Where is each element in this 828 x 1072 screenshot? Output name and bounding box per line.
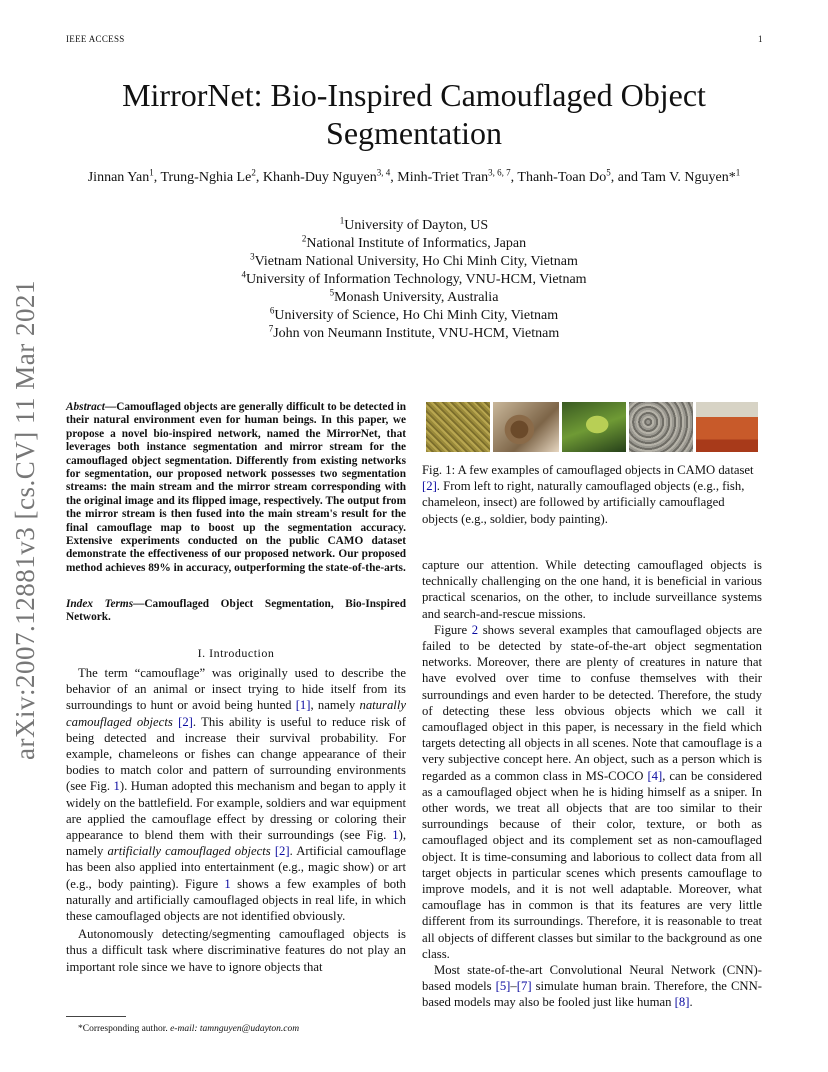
affil-marker: 2 xyxy=(251,167,256,178)
fish-image xyxy=(426,402,490,452)
citation-link[interactable]: [2] xyxy=(178,714,193,729)
abstract xyxy=(66,401,406,575)
abstract-text: —Camouflaged objects are generally difficult to be detected in their natural environment even for human beings. In this paper, we propose a novel bio-inspired network, named the MirrorNet, that leverages both instance segmentation and mirror stream for the camouflaged object segmentation. Differently from existing networks for segmentation, our proposed network possesses two segmentation streams: the main stream and the mirror stream corresponding with the original image and its flipped image, respectively. The output from the mirror stream is then fused into the main stream's result for the final camouflage map to boost up the segmentation accuracy. Extensive experiments conducted on the public CAMO dataset demonstrate the effectiveness of our proposed network. Our proposed method achieves 89% in accuracy, outperforming the state-of-the-arts. xyxy=(66,401,406,574)
section-heading: I. Introduction xyxy=(197,646,275,660)
footnote: *Corresponding author. e-mail: tamnguyen@udayton.com xyxy=(78,1024,300,1034)
right-column-body xyxy=(422,557,762,1011)
figure-link[interactable]: 1 xyxy=(392,828,399,843)
running-header: IEEE ACCESS xyxy=(66,34,125,44)
body-painting-image xyxy=(696,402,758,452)
email-address: e-mail: tamnguyen@udayton.com xyxy=(170,1024,300,1034)
affiliation: $^4$University of Information Technology, VNU-HCM, Vietnam xyxy=(241,269,587,287)
citation-link[interactable]: [8] xyxy=(674,995,690,1010)
soldier-image xyxy=(629,402,693,452)
abstract-lead: Abstract xyxy=(66,401,105,413)
affil-marker: 1 xyxy=(149,167,154,178)
author-name: , Minh-Triet Tran xyxy=(390,170,489,185)
author-name: , Thanh-Toan Do xyxy=(510,170,607,185)
affiliation-list xyxy=(60,217,768,343)
figure-1-images xyxy=(426,402,758,452)
figure-link[interactable]: 1 xyxy=(113,779,120,794)
index-terms xyxy=(66,598,406,625)
affil-marker: 5 xyxy=(606,167,611,178)
citation-link[interactable]: [2] xyxy=(274,844,290,859)
author-name: , Trung-Nghia Le xyxy=(153,170,252,185)
body-paragraph: capture our attention. While detecting camouflaged objects is technically challenging on the one hand, it is beneficial in various practical scenarios, on the other, to include surveillance systems and search-and-rescue missions. xyxy=(422,558,762,621)
citation-link[interactable]: [4] xyxy=(647,768,663,783)
figure-1-caption: Fig. 1: A few examples of camouflaged objects in CAMO dataset [2]. From left to right, naturally camouflaged objects (e.g., fish, chameleon, insect) are followed by artificially camouflaged objects (e.g., soldier, body painting). xyxy=(422,463,754,526)
paper-title: MirrorNet: Bio-Inspired Camouflaged Object Segmentation xyxy=(122,77,706,151)
citation-link[interactable]: [1] xyxy=(295,698,311,713)
affiliation: $^7$John von Neumann Institute, VNU-HCM, Vietnam xyxy=(268,323,560,341)
body-paragraph: Figure 2 shows several examples that camouflaged objects are failed to be detected by state-of-the-art object segmentation networks. Moreover, there are plenty of creatures in nature that have evolved over time to confuse themselves with their surroundings and even harder to be detected. Therefore, the study of detecting these less obvious objects which we call it camouflaged object in this paper, is necessary in the field which targets detecting all objects in all scenes. Note that camouflage is a very subjective concept here. An object, such as a person which is regarded as a common class in MS-COCO [4], can be considered as a camouflaged object when he is hiding himself as a sniper. In other words, we treat all objects that are too similar to their surroundings because of their color, texture, or both as camouflaged object and its complement set as non-camouflaged object. It is time-consuming and laborious to collect data from all target objects in particular scenes which presents camouflage to improve models, and it is not well adaptable. Moreover, what camouflage has in common is that its features are very little different from its surroundings. Therefore, it is reasonable to treat all objects of different classes but similar to the background as one class. xyxy=(422,622,762,961)
author-name: , Khanh-Duy Nguyen xyxy=(255,170,377,185)
author-list xyxy=(60,168,768,187)
author-name: Jinnan Yan xyxy=(87,170,150,185)
intro-body xyxy=(66,665,406,975)
citation-link[interactable]: [2] xyxy=(422,479,437,494)
insect-image xyxy=(562,402,626,452)
citation-link[interactable]: [7] xyxy=(516,979,532,994)
index-terms-text: —Camouflaged Object Segmentation, Bio-Inspired Network. xyxy=(66,598,406,624)
body-paragraph: Most state-of-the-art Convolutional Neural Network (CNN)-based models [5]–[7] simulate human brain. Therefore, the CNN-based models may also be fooled just like human [8]. xyxy=(422,963,762,1010)
figure-link[interactable]: 2 xyxy=(471,622,479,637)
citation-link[interactable]: [5] xyxy=(495,979,511,994)
chameleon-image xyxy=(493,402,559,452)
affiliation: $^6$University of Science, Ho Chi Minh City, Vietnam xyxy=(269,305,559,323)
footnote-rule xyxy=(66,1016,126,1017)
affil-marker: 3, 6, 7 xyxy=(488,167,511,178)
intro-paragraph: The term “camouflage” was originally used to describe the behavior of an animal or insect trying to hide itself from its surroundings to hunt or avoid being hunted [1], namely naturally camouflaged objects [2]. This ability is useful to reduce risk of being detected and increase their survival probability. For example, chameleons or fishes can change appearance of their bodies to match color and pattern of surrounding environments (see Fig. 1). Human adopted this mechanism and began to apply it widely on the battlefield. For example, soldiers and war equipment are applied the camouflage effect by dressing or coloring their appearance to blend them with their surroundings (see Fig. 1), namely artificially camouflaged objects [2]. Artificial camouflage has been also applied into entertainment (e.g., magic show) or art (e.g., body painting). Figure 1 shows a few examples of both naturally and artificially camouflaged objects in real life, in which these camouflaged objects are not identified obviously. xyxy=(66,666,407,924)
affiliation: $^3$Vietnam National University, Ho Chi Minh City, Vietnam xyxy=(250,251,578,269)
figure-link[interactable]: 1 xyxy=(224,876,231,891)
affil-marker: 3, 4 xyxy=(376,167,391,178)
affiliation: $^2$National Institute of Informatics, Japan xyxy=(301,233,527,251)
index-terms-lead: Index Terms xyxy=(66,598,134,610)
page-number: 1 xyxy=(758,34,763,44)
intro-paragraph: Autonomously detecting/segmenting camouflaged objects is thus a difficult task where discriminative features do not play an important role since we have to ignore objects that xyxy=(66,927,406,974)
arxiv-stamp: arXiv:2007.12881v3 [cs.CV] 11 Mar 2021 xyxy=(10,280,40,760)
affiliation: $^5$Monash University, Australia xyxy=(329,287,499,305)
affil-marker: 1 xyxy=(735,167,741,178)
affiliation: $^1$University of Dayton, US xyxy=(339,215,489,233)
author-name: , and Tam V. Nguyen* xyxy=(610,170,736,185)
